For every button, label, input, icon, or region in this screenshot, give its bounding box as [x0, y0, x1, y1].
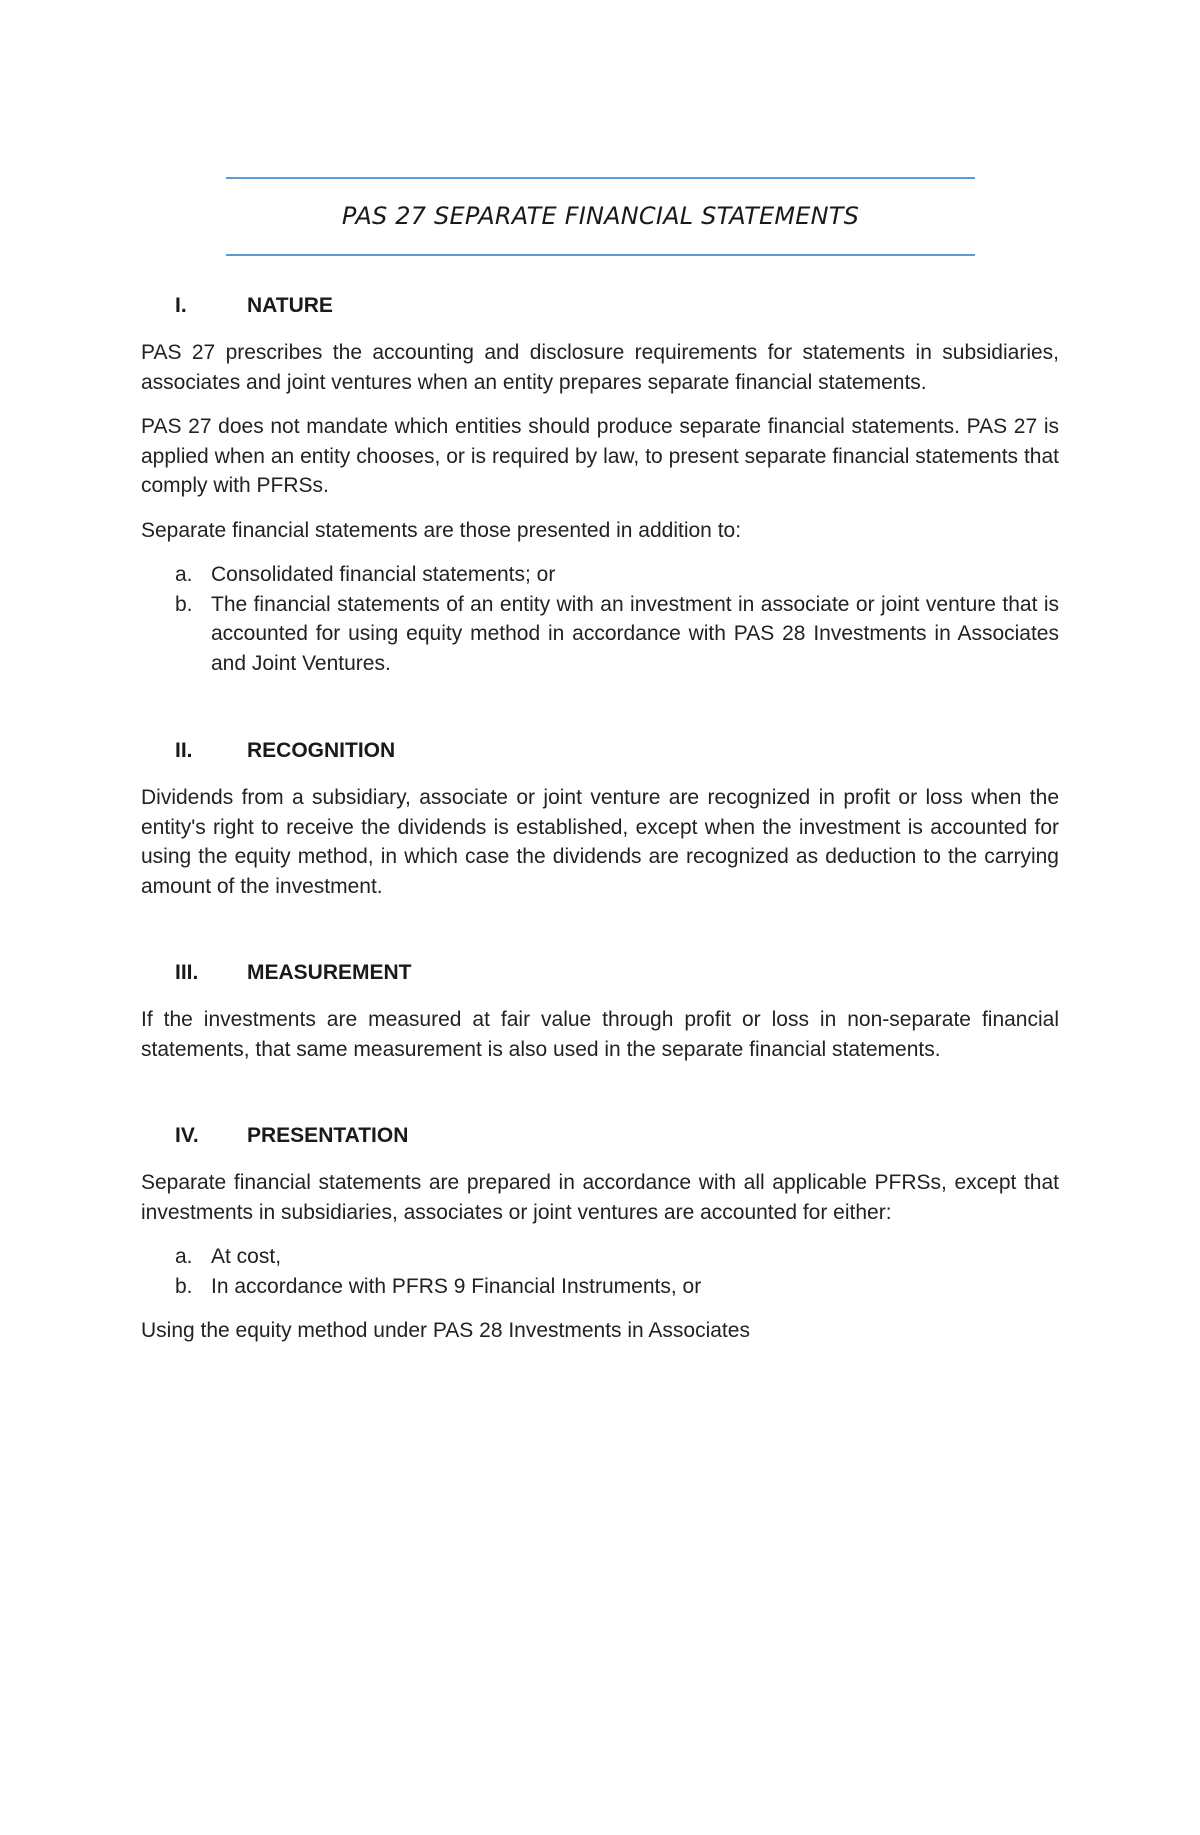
paragraph: PAS 27 prescribes the accounting and disclosure requirements for statements in subsidiaries, associates and joint ventures when an entity prepares separate financial statements.: [141, 341, 1059, 394]
list-item-text: Consolidated financial statements; or: [211, 563, 556, 586]
section-number: IV.: [175, 1124, 199, 1147]
paragraph: PAS 27 does not mandate which entities should produce separate financial statements. PAS 27 is applied when an entity chooses, or is required by law, to present separate financial statements that comply with PFRSs.: [141, 415, 1059, 497]
paragraph: If the investments are measured at fair value through profit or loss in non-separate financial statements, that same measurement is also used in the separate financial statements.: [141, 1008, 1059, 1061]
list-item-text: In accordance with PFRS 9 Financial Instruments, or: [211, 1274, 702, 1298]
list-item-text: The financial statements of an entity with an investment in associate or joint venture that is accounted for using equity method in accordance with PAS 28 Investments in Associates and Joint Ventures.: [211, 592, 1059, 675]
paragraph: Dividends from a subsidiary, associate or joint venture are recognized in profit or loss when the entity's right to receive the dividends is established, except when the investment is accounted for using the equity method, in which case the dividends are recognized as deduction to the carrying amount of the investment.: [141, 786, 1059, 898]
alpha-list: [141, 560, 1059, 678]
list-marker: a.: [175, 1245, 193, 1268]
spacer: [141, 678, 1059, 738]
section-title: NATURE: [247, 294, 333, 317]
document-content: [141, 293, 1059, 1361]
section-title: PRESENTATION: [247, 1124, 409, 1147]
spacer: [141, 1079, 1059, 1123]
closing-paragraph: Using the equity method under PAS 28 Investments in Associates: [141, 1319, 750, 1342]
list-item: [141, 560, 1059, 590]
list-marker: b.: [175, 1274, 193, 1298]
section-number: III.: [175, 961, 199, 984]
section-heading-measurement: [141, 960, 1059, 986]
list-marker: b.: [175, 592, 193, 616]
list-item: [141, 1242, 1059, 1272]
section-title: MEASUREMENT: [247, 961, 412, 984]
section-heading-recognition: [141, 738, 1059, 764]
spacer: [141, 1301, 1059, 1316]
spacer: [141, 916, 1059, 960]
title-block: [226, 177, 975, 256]
paragraph: Separate financial statements are prepared in accordance with all applicable PFRSs, except that investments in subsidiaries, associates or joint ventures are accounted for either:: [141, 1171, 1059, 1224]
list-item: [141, 1272, 1059, 1302]
section-number: II.: [175, 739, 193, 762]
list-item: [141, 590, 1059, 679]
paragraph: Separate financial statements are those presented in addition to:: [141, 518, 742, 542]
section-title: RECOGNITION: [247, 739, 396, 762]
section-heading-presentation: [141, 1123, 1059, 1149]
document-title: PAS 27 SEPARATE FINANCIAL STATEMENTS: [341, 202, 860, 230]
list-marker: a.: [175, 563, 193, 586]
list-item-text: At cost,: [211, 1245, 282, 1268]
section-number: I.: [175, 294, 187, 317]
alpha-list: [141, 1242, 1059, 1301]
section-heading-nature: [141, 293, 1059, 319]
